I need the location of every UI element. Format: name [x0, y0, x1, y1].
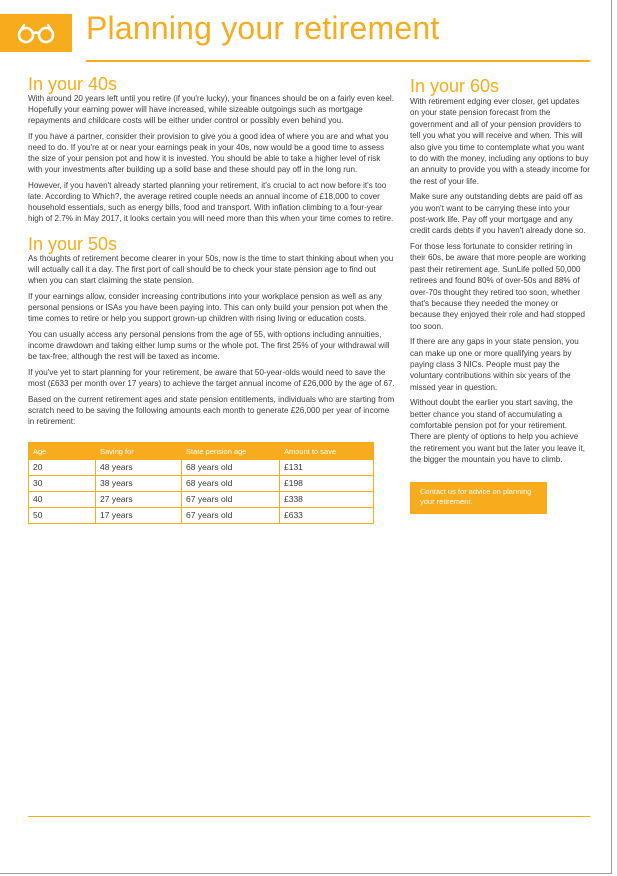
table-header-row [29, 443, 374, 460]
table-cell: £198 [280, 476, 374, 492]
paragraph: With around 20 years left until you retire (if you're lucky), your finances should be on a fairly even keel. Hopefully your earning power will have increased, while sizeable outgoings such as mortgage repayments and childcare costs will be either under control or possibly even behind you. [28, 94, 394, 125]
table-cell: 48 years [96, 460, 182, 476]
table-cell: 40 [29, 492, 96, 508]
page-title: Planning your retirement [86, 10, 440, 46]
table-cell: 38 years [96, 476, 182, 492]
table-cell: 68 years old [182, 460, 280, 476]
paragraph: For those less fortunate to consider retiring in their 60s, be aware that more people are working past their retirement age. SunLife polled 50,000 retirees and found 80% of over-50s and 88% of over-70s thought they retired too soon, whether that's because they needed the money or because they enjoyed their role and had stopped too soon. [410, 241, 586, 331]
heading-40s: In your 40s [28, 74, 118, 94]
footer-rule [28, 816, 590, 817]
paragraph: With retirement edging ever closer, get updates on your state pension forecast from the government and all of your pension providers to tell you what you will receive and when. This will also give you time to contemplate what you want to do with the money, including any options to buy an annuity to provide you with a steady income for the rest of your life. [410, 97, 590, 186]
paragraph: Without doubt the earlier you start saving, the better chance you stand of accumulating a comfortable pension pot for your retirement. There are plenty of options to help you achieve the retirement you want but the later you leave it, the bigger the mountain you have to climb. [410, 398, 586, 465]
column-header: State pension age [182, 443, 280, 460]
section-50s [28, 234, 396, 427]
paragraph: If you have a partner, consider their provision to give you a good idea of where you are and what you need to do. If you're at or near your earnings peak in your 40s, now would be a good time to assess the size of your pension pot and how it is invested. You should be able to take a higher level of risk with your investments after building up a solid base and these should pay off in the long run. [28, 132, 389, 174]
contact-advice-button[interactable]: Contact us for advice on planning your retirement. [410, 482, 547, 514]
left-column [28, 74, 396, 524]
header-tab [0, 14, 72, 52]
paragraph: If your earnings allow, consider increasing contributions into your workplace pension as well as any personal pensions or ISAs you have been paying into. This can only build your pension pot when the time comes to retire or help you support grown-up children with rising living or education costs. [28, 292, 388, 323]
heading-50s: In your 50s [28, 234, 118, 254]
heading-60s: In your 60s [410, 76, 500, 96]
paragraph: As thoughts of retirement become clearer in your 50s, now is the time to start thinking about when you will actually call it a day. The first port of call should be to check your state pension age to find out when you can start claiming the state pension. [28, 254, 394, 285]
table-cell: 30 [29, 476, 96, 492]
column-header: Age [29, 443, 96, 460]
table-cell: £338 [280, 492, 374, 508]
savings-table [28, 442, 374, 524]
paragraph: Based on the current retirement ages and state pension entitlements, individuals who are starting from scratch need to be saving the following amounts each month to generate £26,000 per year of income in retirement: [28, 395, 395, 426]
paragraph: You can usually access any personal pensions from the age of 55, with options including annuities, income drawdown and taking either lump sums or the whole pot. The first 25% of your withdrawal will be tax-free, although the rest will be taxed as income. [28, 330, 390, 361]
paragraph: If you've yet to start planning for your retirement, be aware that 50-year-olds would need to save the most (£633 per month over 17 years) to achieve the target annual income of £26,000 by the age of 67. [28, 368, 395, 388]
table-cell: 17 years [96, 508, 182, 524]
table-row [29, 476, 374, 492]
table-cell: £131 [280, 460, 374, 476]
table-row [29, 508, 374, 524]
table-cell: 20 [29, 460, 96, 476]
table-cell: 27 years [96, 492, 182, 508]
paragraph: If there are any gaps in your state pension, you can make up one or more qualifying years by paying class 3 NICs. People must pay the voluntary contributions within six years of the missed year in question. [410, 337, 579, 392]
paragraph: Make sure any outstanding debts are paid off as you won't want to be carrying these into your post-work life. Pay off your mortgage and any credit cards debts if you haven't already done so. [410, 192, 586, 236]
column-header: Amount to save [280, 443, 374, 460]
table-cell: £633 [280, 508, 374, 524]
table-cell: 50 [29, 508, 96, 524]
header-rule [86, 60, 590, 62]
table-cell: 67 years old [182, 508, 280, 524]
glasses-icon [16, 22, 56, 44]
column-header: Saving for [96, 443, 182, 460]
table-cell: 68 years old [182, 476, 280, 492]
table-cell: 67 years old [182, 492, 280, 508]
right-column [410, 76, 590, 514]
paragraph: However, if you haven't already started planning your retirement, it's crucial to act now before it's too late. According to Which?, the average retired couple needs an annual income of £18,000 to cover household essentials, such as energy bills, food and transport. With inflation climbing to a four-year high of 2.7% in May 2017, it looks certain you will need more than this when your time comes to retire. [28, 181, 394, 223]
table-row [29, 460, 374, 476]
table-row [29, 492, 374, 508]
